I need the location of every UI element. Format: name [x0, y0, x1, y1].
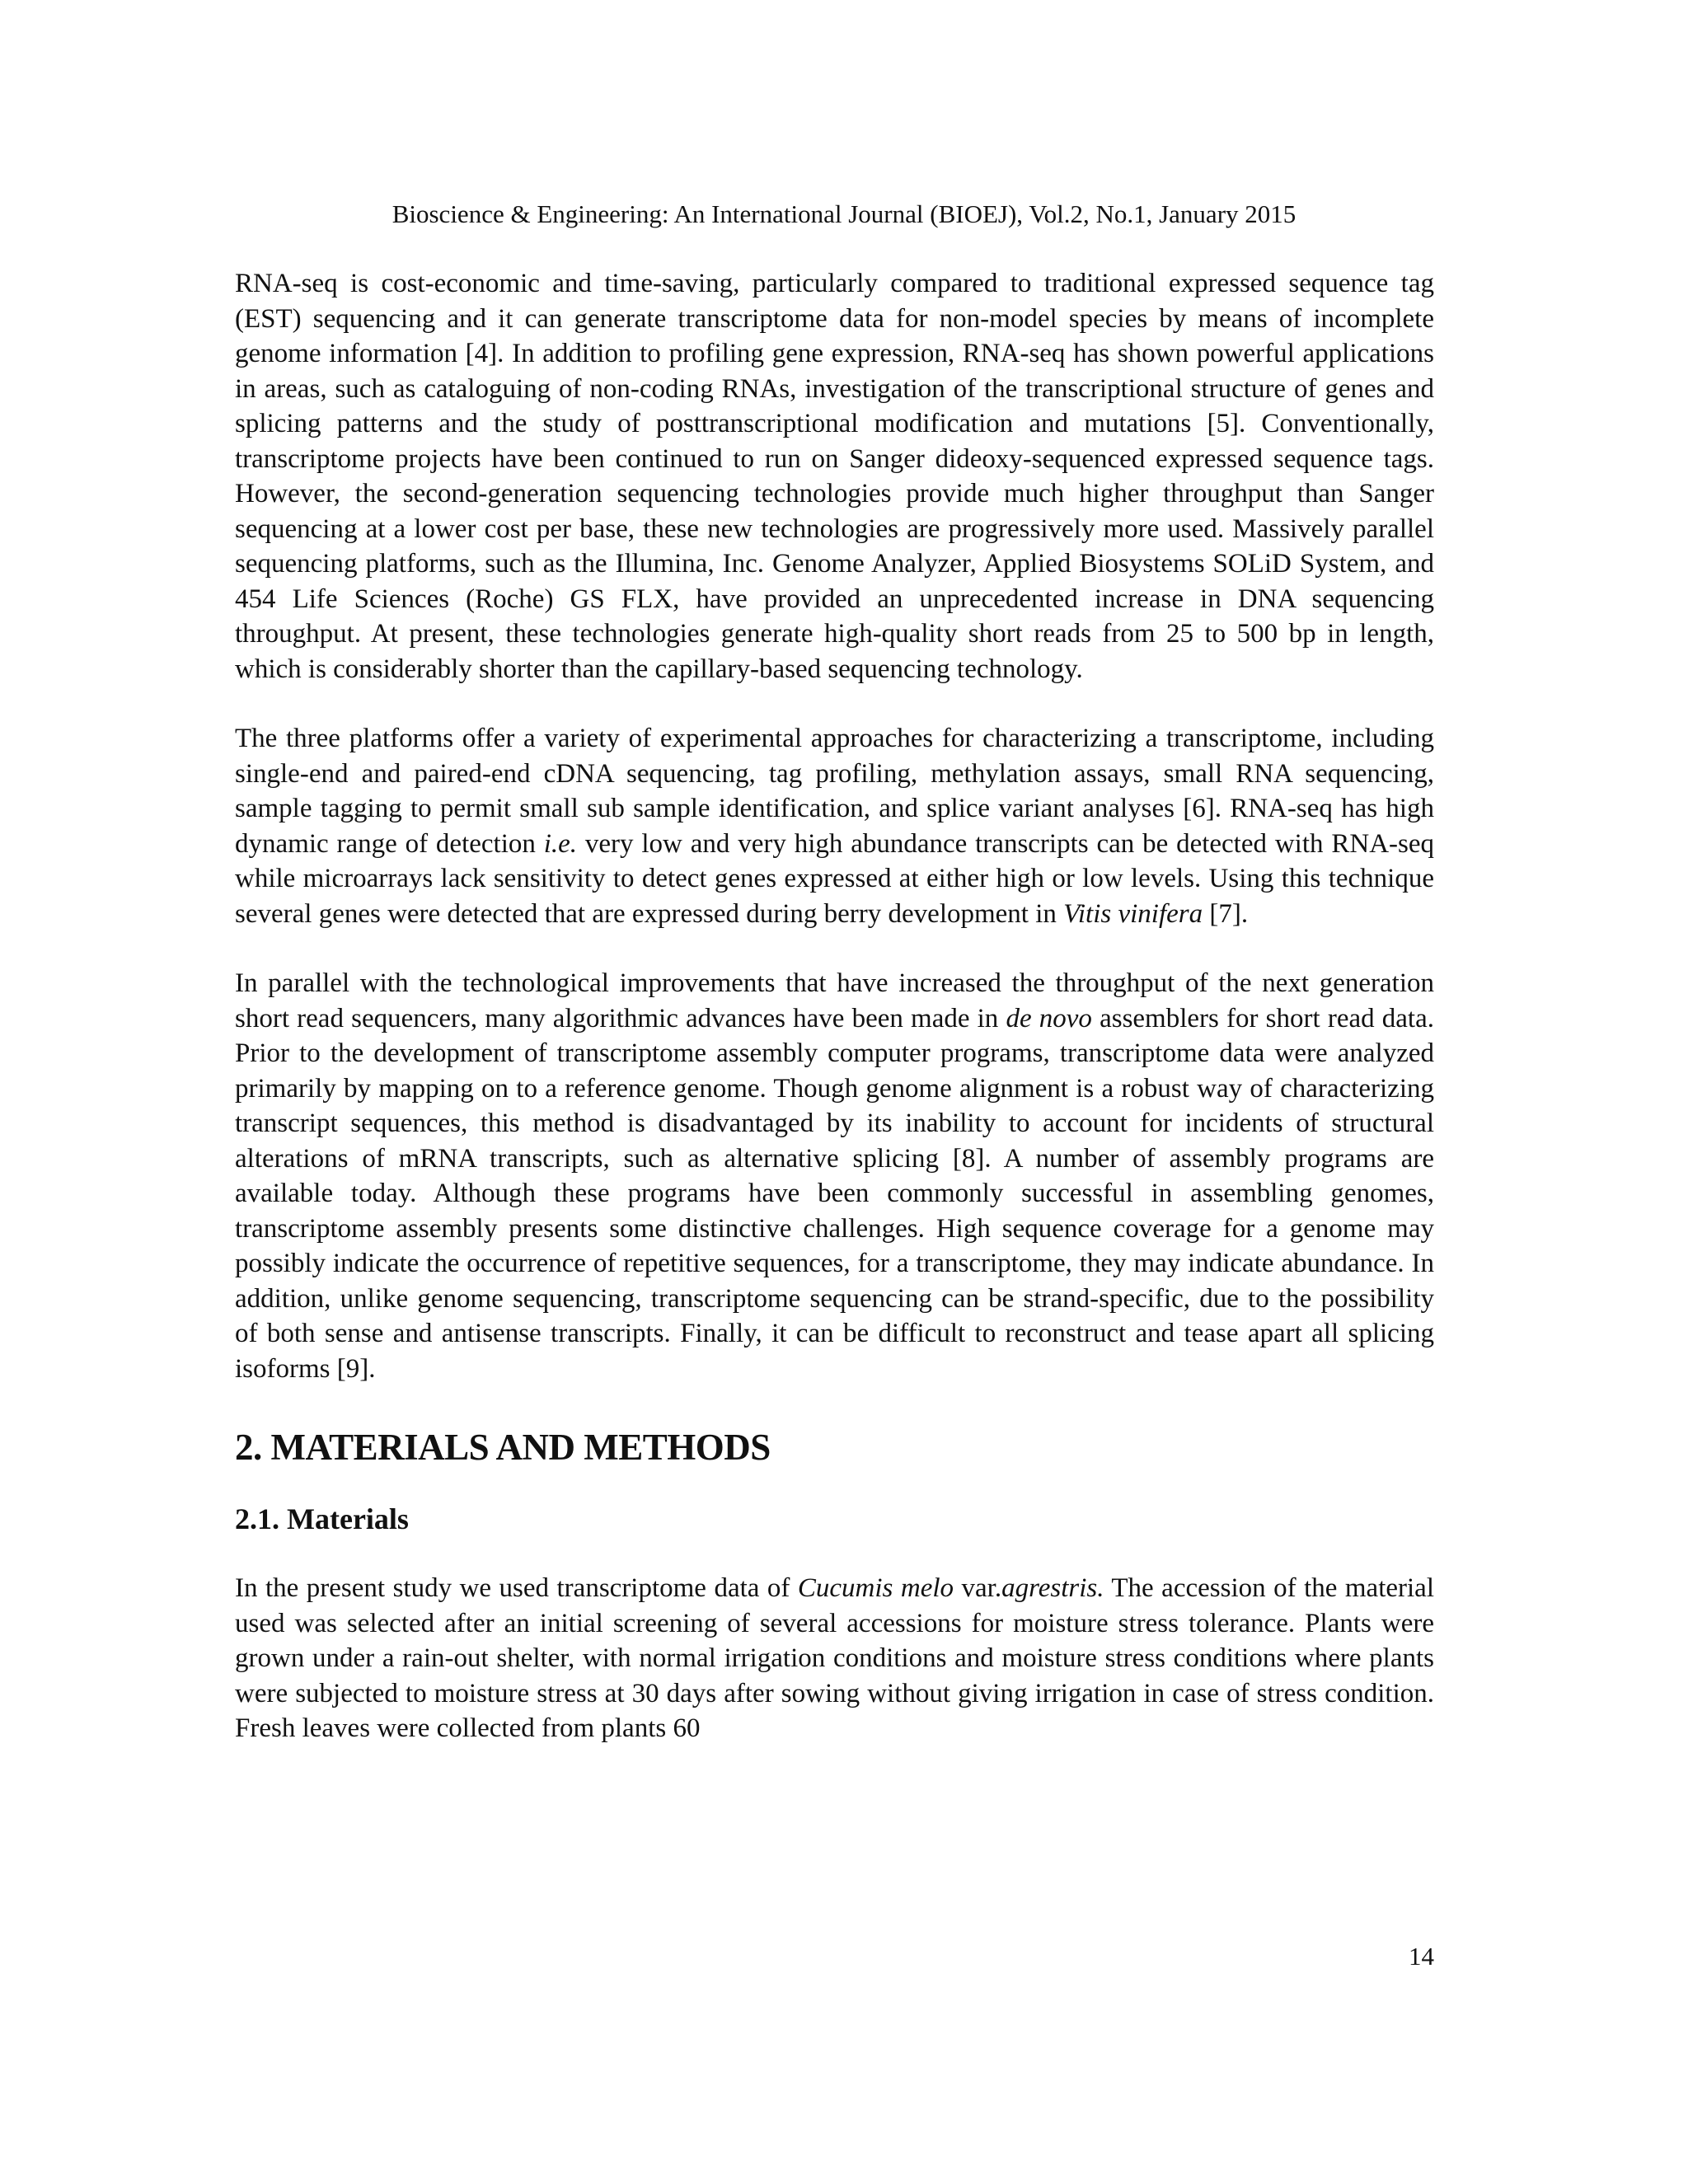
paragraph-text: In parallel with the technological improvements that have increased the throughput of the next generation short read sequencers, many algorithmic advances have been made in — [235, 968, 1434, 1033]
page-number: 14 — [1409, 1942, 1434, 1971]
paragraph-text: The accession of the material used was selected after an initial screening of several accessions for moisture stress tolerance. Plants were grown under a rain-out shelter, with normal irrigation conditions and moisture stress conditions where plants were subjected to moisture stress at 30 days after sowing without giving irrigation in case of stress condition. Fresh leaves were collected from plants 60 — [235, 1573, 1434, 1743]
paragraph-text: RNA-seq is cost-economic and time-saving, particularly compared to traditional expressed sequence tag (EST) sequencing and it can generate transcriptome data for non-model species by means of incomplete genome information [4]. In addition to profiling gene expression, RNA-seq has shown powerful applications in areas, such as cataloguing of non-coding RNAs, investigation of the transcriptional structure of genes and splicing patterns and the study of posttranscriptional modification and mutations [5]. Conventionally, transcriptome projects have been continued to run on Sanger dideoxy-sequenced expressed sequence tags. However, the second-generation sequencing technologies provide much higher throughput than Sanger sequencing at a lower cost per base, these new technologies are progressively more used. Massively parallel sequencing platforms, such as the Illumina, Inc. Genome Analyzer, Applied Biosystems SOLiD System, and 454 Life Sciences (Roche) GS FLX, have provided an unprecedented increase in DNA sequencing throughput. At present, these technologies generate high-quality short reads from 25 to 500 bp in length, which is considerably shorter than the capillary-based sequencing technology. — [235, 269, 1434, 684]
paragraph-rnaseq-overview — [235, 266, 1434, 687]
paragraph-text: The three platforms offer a variety of experimental approaches for characterizing a transcriptome, including single-end and paired-end cDNA sequencing, tag profiling, methylation assays, small RNA sequencing, sample tagging to permit small sub sample identification, and splice variant analyses [6]. RNA-seq has high dynamic range of detection — [235, 724, 1434, 859]
paragraph-text: var. — [954, 1573, 1002, 1603]
paragraph-assembly-challenges — [235, 966, 1434, 1386]
variety-name: agrestris. — [1001, 1573, 1104, 1603]
section-heading: 2. MATERIALS AND METHODS — [235, 1427, 771, 1468]
italic-term: i.e. — [543, 828, 578, 859]
paragraph-text: [7]. — [1203, 898, 1249, 929]
body-text — [235, 266, 1434, 1781]
paragraph-text: In the present study we used transcriptome data of — [235, 1573, 798, 1603]
paragraph-text: very low and very high abundance transcripts can be detected with RNA-seq while microarrays lack sensitivity to detect genes expressed at either high or low levels. Using this technique several genes were detected that are expressed during berry development in — [235, 828, 1435, 929]
running-header: Bioscience & Engineering: An International Journal (BIOEJ), Vol.2, No.1, January 2015 — [392, 199, 1296, 228]
paragraph-text: assemblers for short read data. Prior to the development of transcriptome assembly computer programs, transcriptome data were analyzed primarily by mapping on to a reference genome. Though genome alignment is a robust way of characterizing transcript sequences, this method is disadvantaged by its inability to account for incidents of structural alterations of mRNA transcripts, such as alternative splicing [8]. A number of assembly programs are available today. Although these programs have been commonly successful in assembling genomes, transcriptome assembly presents some distinctive challenges. High sequence coverage for a genome may possibly indicate the occurrence of repetitive sequences, for a transcriptome, they may indicate abundance. In addition, unlike genome sequencing, transcriptome sequencing can be strand-specific, due to the possibility of both sense and antisense transcripts. Finally, it can be difficult to reconstruct and tease apart all splicing isoforms [9]. — [235, 1003, 1434, 1384]
italic-term: de novo — [1006, 1003, 1092, 1033]
paragraph-sequencing-platforms — [235, 721, 1434, 931]
species-name: Vitis vinifera — [1063, 898, 1203, 929]
paragraph-materials — [235, 1571, 1434, 1746]
subsection-heading: 2.1. Materials — [235, 1502, 409, 1535]
species-name: Cucumis melo — [797, 1573, 954, 1603]
